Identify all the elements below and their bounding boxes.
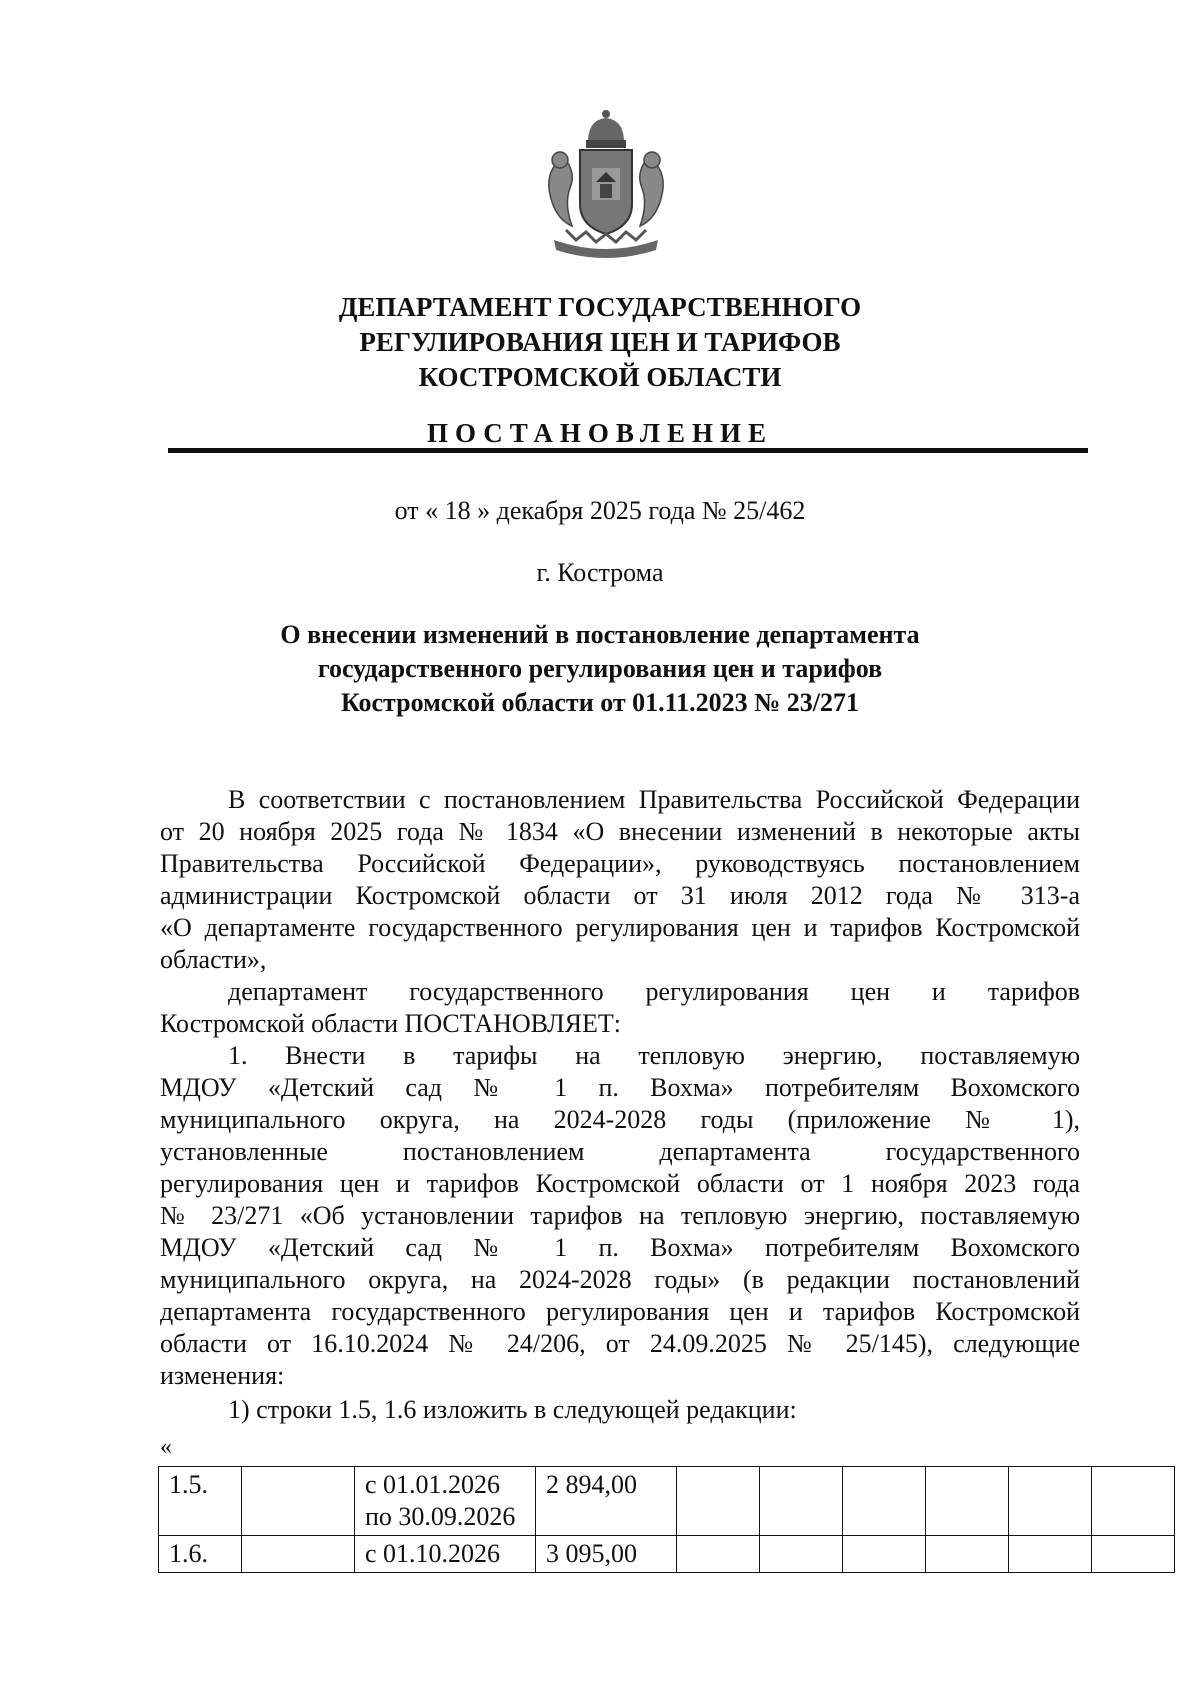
body-line: Костромской области ПОСТАНОВЛЯЕТ: <box>160 1009 621 1038</box>
empty-cell <box>760 1467 843 1536</box>
document-date-number: от « 18 » декабря 2025 года № 25/462 <box>394 496 806 525</box>
org-name-line3: КОСТРОМСКОЙ ОБЛАСТИ <box>418 362 782 392</box>
org-name-line2: РЕГУЛИРОВАНИЯ ЦЕН И ТАРИФОВ <box>359 327 841 357</box>
title-line3: Костромской области от 01.11.2023 № 23/271 <box>340 688 860 717</box>
document-type: ПОСТАНОВЛЕНИЕ <box>426 418 774 448</box>
row-number: 1.5. <box>159 1467 242 1536</box>
title-line1: О внесении изменений в постановление департамента <box>280 620 920 649</box>
empty-cell <box>843 1536 926 1573</box>
body-line: Правительства Российской Федерации», руководствуясь постановлением <box>160 849 1080 878</box>
document-title <box>0 618 1200 720</box>
body-line: администрации Костромской области от 31 июля 2012 года № 313-а <box>160 881 1080 910</box>
empty-cell <box>1009 1467 1092 1536</box>
empty-cell <box>677 1467 760 1536</box>
body-line: 1. Внести в тарифы на тепловую энергию, поставляемую <box>228 1041 1080 1070</box>
coat-of-arms-icon <box>536 108 676 264</box>
empty-cell <box>242 1536 355 1573</box>
empty-cell <box>1092 1467 1175 1536</box>
table-row <box>159 1467 1175 1536</box>
body-line: В соответствии с постановлением Правительства Российской Федерации <box>228 785 1080 814</box>
body-line: области», <box>160 945 267 974</box>
org-name-line1: ДЕПАРТАМЕНТ ГОСУДАРСТВЕННОГО <box>338 292 862 322</box>
open-quote: « <box>160 1434 172 1460</box>
empty-cell <box>843 1467 926 1536</box>
empty-cell <box>926 1467 1009 1536</box>
title-line2: государственного регулирования цен и тарифов <box>317 654 883 683</box>
period-cell <box>355 1467 536 1536</box>
tariff-value: 3 095,00 <box>536 1536 677 1573</box>
empty-cell <box>926 1536 1009 1573</box>
amendment-table <box>158 1466 1175 1573</box>
document-city: г. Кострома <box>536 558 664 587</box>
empty-cell <box>242 1467 355 1536</box>
body-line: 1) строки 1.5, 1.6 изложить в следующей редакции: <box>228 1395 797 1424</box>
body-line: регулирования цен и тарифов Костромской области от 1 ноября 2023 года <box>160 1169 1080 1198</box>
empty-cell <box>1092 1536 1175 1573</box>
table-row <box>159 1536 1175 1573</box>
body-line: от 20 ноября 2025 года № 1834 «О внесении изменений в некоторые акты <box>160 817 1080 846</box>
empty-cell <box>1009 1536 1092 1573</box>
body-line: «О департаменте государственного регулирования цен и тарифов Костромской <box>160 913 1080 942</box>
empty-cell <box>760 1536 843 1573</box>
header-divider <box>168 448 1088 453</box>
body-line: муниципального округа, на 2024-2028 годы (приложение № 1), <box>160 1105 1080 1134</box>
row-number: 1.6. <box>159 1536 242 1573</box>
empty-cell <box>677 1536 760 1573</box>
period-from: с 01.01.2026 <box>365 1470 501 1499</box>
period-cell <box>355 1536 536 1573</box>
body-line: установленные постановлением департамента государственного <box>160 1137 1080 1166</box>
body-line: МДОУ «Детский сад № 1 п. Вохма» потребителям Вохомского <box>160 1233 1080 1262</box>
body-line: области от 16.10.2024 № 24/206, от 24.09.2025 № 25/145), следующие <box>160 1329 1080 1358</box>
body-line: департамента государственного регулирования цен и тарифов Костромской <box>160 1297 1080 1326</box>
body-line: муниципального округа, на 2024-2028 годы» (в редакции постановлений <box>160 1265 1080 1294</box>
body-line: изменения: <box>160 1361 285 1390</box>
tariff-value: 2 894,00 <box>536 1467 677 1536</box>
body-line: № 23/271 «Об установлении тарифов на тепловую энергию, поставляемую <box>160 1201 1080 1230</box>
period-from: с 01.10.2026 <box>365 1539 501 1568</box>
period-to: по 30.09.2026 <box>365 1502 516 1531</box>
body-line: департамент государственного регулирования цен и тарифов <box>228 977 1080 1006</box>
body-line: МДОУ «Детский сад № 1 п. Вохма» потребителям Вохомского <box>160 1073 1080 1102</box>
